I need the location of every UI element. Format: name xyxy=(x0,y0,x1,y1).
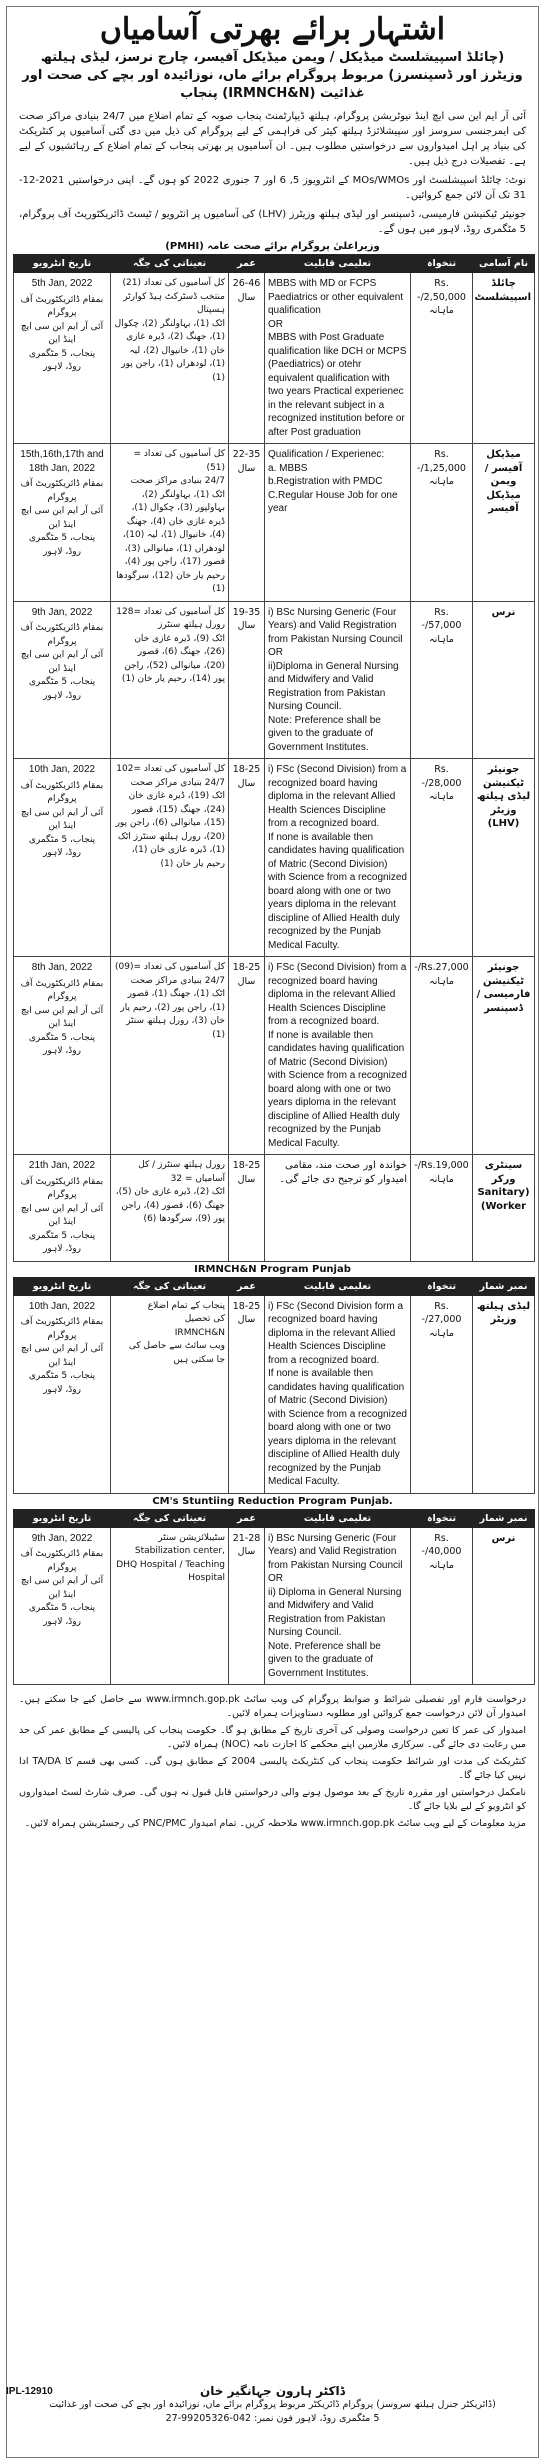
column-header-date: تاریخ انٹرویو xyxy=(14,1277,111,1295)
post-name-cell: چائلڈ اسپیشلسٹ xyxy=(473,273,535,444)
ad-subheading: (چائلڈ اسپیشلسٹ میڈیکل / ویمن میڈیکل آفیسر، چارج نرسز، لیڈی ہیلتھ وزیٹرز اور ڈسپنسرز) مربوط پروگرام برائے ماں، نوزائیدہ اور بچے کی صحت اور غذائیت (IRMNCH&N) پنجاب xyxy=(22,50,523,101)
column-header-place: تعیناتی کی جگہ xyxy=(111,255,229,273)
post-name-cell: جونیئر ٹیکنیشن فارمیسی / ڈسپنسر xyxy=(473,957,535,1155)
column-header-age: عمر xyxy=(229,1277,265,1295)
post-name-cell: میڈیکل آفیسر / ویمن میڈیکل آفیسر xyxy=(473,444,535,602)
age-limit-cell: 18-25 سال xyxy=(229,1155,265,1262)
intro-paragraph: جونیئر ٹیکنیشن فارمیسی، ڈسپنسر اور لیڈی ہیلتھ وزیٹرز (LHV) کی آسامیوں پر انٹرویو / ٹیسٹ ڈائریکٹوریٹ آف پروگرام، 5 مٹگمری روڈ، لاہور میں ہوں گے۔ xyxy=(19,209,526,235)
interview-venue: بمقام ڈائریکٹوریٹ آف پروگرام آئی آر ایم این سی ایچ اینڈ این پنجاب، 5 مٹگمری روڈ، لاہور xyxy=(20,1176,104,1254)
post-name-cell: لیڈی ہیلتھ وزیٹر xyxy=(473,1295,535,1493)
table-row xyxy=(14,1295,535,1493)
stunting-section-title: CM's Stuntiing Reduction Program Punjab. xyxy=(152,1495,393,1507)
column-header-post: نمبر شمار xyxy=(473,1277,535,1295)
age-limit-cell: 18-25 سال xyxy=(229,759,265,957)
stunting-vacancy-table xyxy=(13,1509,535,1686)
interview-venue: بمقام ڈائریکٹوریٹ آف پروگرام آئی آر ایم این سی ایچ اینڈ این پنجاب، 5 مٹگمری روڈ، لاہور xyxy=(20,1549,104,1627)
age-limit-cell: 21-28 سال xyxy=(229,1527,265,1685)
column-header-age: عمر xyxy=(229,1509,265,1527)
salary-cell: Rs. 27,000/- ماہانہ xyxy=(411,1295,473,1493)
posting-place-cell: کل آسامیوں کی تعداد = (51) 24/7 بنیادی مراکز صحت اٹک (1)، بہاولنگر (2)، بہاولپور (3)، چکوال (1)، ڈیرہ غازی خان (4)، جھنگ (4)، خانیوال (1)، لیہ (10)، لودھراں (1)، میانوالی (3)، قصور (17)، راجن پور (4)، رحیم یار خان (12)، سرگودھا (1) xyxy=(111,444,229,602)
advertisement-page xyxy=(6,6,539,2458)
terms-paragraph: درخواست فارم اور تفصیلی شرائط و ضوابط پروگرام کی ویب سائٹ www.irmnch.gop.pk سے حاصل کیے جا سکتے ہیں۔ امیدوار آن لائن درخواست جمع کروائیں اور مطلوبہ دستاویزات ہمراہ لائیں۔ xyxy=(19,1694,526,1719)
interview-date: 21th Jan, 2022 xyxy=(28,1160,96,1171)
table-header-row xyxy=(14,255,535,273)
column-header-place: تعیناتی کی جگہ xyxy=(111,1277,229,1295)
interview-venue: بمقام ڈائریکٹوریٹ آف پروگرام آئی آر ایم این سی ایچ اینڈ این پنجاب، 5 مٹگمری روڈ، لاہور xyxy=(20,294,104,372)
interview-venue: بمقام ڈائریکٹوریٹ آف پروگرام آئی آر ایم این سی ایچ اینڈ این پنجاب، 5 مٹگمری روڈ، لاہور xyxy=(20,479,104,557)
column-header-pay: تنخواہ xyxy=(411,1509,473,1527)
intro-text xyxy=(7,103,538,237)
age-limit-cell: 18-25 سال xyxy=(229,957,265,1155)
posting-place-cell: کل آسامیوں کی تعداد =102 24/7 بنیادی مراکز صحت اٹک (19)، ڈیرہ غازی خان (24)، جھنگ (15)، قصور (15)، میانوالی (6)، راجن پور (20)، رورل ہیلتھ سنٹرز اٹک (1)، ڈیرہ غازی خان (1)، رحیم یار خان (1) xyxy=(111,759,229,957)
qualification-cell: i) FSc (Second Division) from a recognized board having diploma in the relevant Allied Health Sciences Discipline from a recognized board. If none is available then candidates having qualification of Matric (Second Division) with Science from a recognized board along with one or two years diploma in the relevant discipline of Allied Health duly recognized by the Punjab Medical Faculty. xyxy=(265,759,411,957)
table-header-row xyxy=(14,1509,535,1527)
age-limit-cell: 18-25 سال xyxy=(229,1295,265,1493)
terms-paragraph: امیدوار کی عمر کا تعین درخواست وصولی کی آخری تاریخ کے مطابق ہو گا۔ حکومت پنجاب کی پالیسی کے مطابق عمر کی حد میں رعایت دی جائے گی۔ سرکاری ملازمین اپنے محکمے کا اجازت نامہ (NOC) ہمراہ لائیں۔ xyxy=(19,1725,526,1750)
interview-date: 8th Jan, 2022 xyxy=(31,962,93,973)
ad-heading: اشتہار برائے بھرتی آسامیاں xyxy=(99,12,446,47)
interview-date-cell xyxy=(14,957,111,1155)
column-header-qual: تعلیمی قابلیت xyxy=(265,255,411,273)
posting-place-cell: کل آسامیوں کی تعداد =(09) 24/7 بنیادی مراکز صحت اٹک (1)، جھنگ (1)، قصور (1)، راجن پور (2)، رحیم یار خان (3)، رورل ہیلتھ سنٹر (1) xyxy=(111,957,229,1155)
interview-venue: بمقام ڈائریکٹوریٹ آف پروگرام آئی آر ایم این سی ایچ اینڈ این پنجاب، 5 مٹگمری روڈ، لاہور xyxy=(20,978,104,1056)
table-row xyxy=(14,1155,535,1262)
interview-venue: بمقام ڈائریکٹوریٹ آف پروگرام آئی آر ایم این سی ایچ اینڈ این پنجاب، 5 مٹگمری روڈ، لاہور xyxy=(20,623,104,701)
pmhi-section-title: وزیراعلیٰ پروگرام برائے صحت عامہ (PMHI) xyxy=(165,241,380,252)
signatory-address: 5 مٹگمری روڈ، لاہور فون نمبر: 042-99205326-27 xyxy=(165,2413,380,2424)
signatory-name: ڈاکٹر ہارون جہانگیر خان xyxy=(200,2384,345,2398)
age-limit-cell: 19-35 سال xyxy=(229,601,265,759)
interview-date: 9th Jan, 2022 xyxy=(31,1532,93,1544)
signatory-title: (ڈائریکٹر جنرل ہیلتھ سروسز) پروگرام ڈائریکٹر مربوط پروگرام برائے ماں، نوزائیدہ اور بچے کی صحت اور غذائیت xyxy=(49,2399,496,2410)
salary-cell: Rs. 57,000/- ماہانہ xyxy=(411,601,473,759)
salary-cell: Rs.27,000/- ماہانہ xyxy=(411,957,473,1155)
posting-place-cell: کل آسامیوں کی تعداد (21) منتخب ڈسٹرکٹ ہیڈ کوارٹر ہسپتال اٹک (1)، بہاولنگر (2)، چکوال (1)، جھنگ (2)، ڈیرہ غازی خان (1)، خانیوال (2)، لیہ (1)، لودھراں (1)، راجن پور (1) xyxy=(111,273,229,444)
column-header-post: نام آسامی xyxy=(473,255,535,273)
interview-venue: بمقام ڈائریکٹوریٹ آف پروگرام آئی آر ایم این سی ایچ اینڈ این پنجاب، 5 مٹگمری روڈ، لاہور xyxy=(20,780,104,858)
post-name-cell: سینٹری ورکر (Sanitary Worker) xyxy=(473,1155,535,1262)
table-row xyxy=(14,273,535,444)
terms-paragraph: کنٹریکٹ کی مدت اور شرائط حکومت پنجاب کی کنٹریکٹ پالیسی 2004 کے مطابق ہوں گی۔ کسی بھی قسم کا TA/DA ادا نہیں کیا جائے گا۔ xyxy=(19,1756,527,1781)
salary-cell: Rs. 1,25,000/- ماہانہ xyxy=(411,444,473,602)
post-name-cell: نرس xyxy=(473,601,535,759)
qualification-cell: Qualification / Experienec: a. MBBS b.Registration with PMDC C.Regular House Job for one year xyxy=(265,444,411,602)
post-name-cell: نرس xyxy=(473,1527,535,1685)
terms-paragraph: نامکمل درخواستیں اور مقررہ تاریخ کے بعد موصول ہونے والی درخواستیں قابل قبول نہ ہوں گی۔ صرف شارٹ لسٹ امیدواروں کو انٹرویو کے لیے بلایا جائے گا۔ xyxy=(19,1787,526,1812)
pmhi-vacancy-table xyxy=(13,254,535,1262)
post-name-cell: جونیئر ٹیکنیشن لیڈی ہیلتھ وزیٹر (LHV) xyxy=(473,759,535,957)
interview-date: 5th Jan, 2022 xyxy=(31,278,93,289)
interview-date-cell xyxy=(14,444,111,602)
salary-cell: Rs.19,000/- ماہانہ xyxy=(411,1155,473,1262)
interview-date: 10th Jan, 2022 xyxy=(28,1300,96,1312)
table-row xyxy=(14,601,535,759)
column-header-place: تعیناتی کی جگہ xyxy=(111,1509,229,1527)
posting-place-cell: کل آسامیوں کی تعداد =128 رورل ہیلتھ سنٹرز اٹک (9)، ڈیرہ غازی خان (26)، جھنگ (6)، قصور (20)، میانوالی (52)، راجن پور (14)، رحیم یار خان (1) xyxy=(111,601,229,759)
irmnch-vacancy-table xyxy=(13,1277,535,1494)
interview-date-cell xyxy=(14,601,111,759)
interview-date: 15th,16th,17th and 18th Jan, 2022 xyxy=(20,449,104,474)
interview-venue: بمقام ڈائریکٹوریٹ آف پروگرام آئی آر ایم این سی ایچ اینڈ این پنجاب، 5 مٹگمری روڈ، لاہور xyxy=(20,1317,104,1395)
posting-place-cell: رورل ہیلتھ سنٹرز / کل آسامیاں = 32 اٹک (2)، ڈیرہ غازی خان (5)، جھنگ (6)، قصور (4)، راجن پور (9)، سرگودھا (6) xyxy=(111,1155,229,1262)
qualification-cell: i) BSc Nursing Generic (Four Years) and Valid Registration from Pakistan Nursing Council OR ii) Diploma in General Nursing and Midwifery and Valid Registration from Pakistan Nursing Council. Note. Preference shall be given to the graduate of Government Institutes. xyxy=(265,1527,411,1685)
signature-block xyxy=(0,2384,545,2426)
salary-cell: Rs. 40,000/- ماہانہ xyxy=(411,1527,473,1685)
qualification-cell: خواندہ اور صحت مند، مقامی امیدوار کو ترجیح دی جائے گی۔ xyxy=(265,1155,411,1262)
interview-date-cell xyxy=(14,1527,111,1685)
interview-date-cell xyxy=(14,1295,111,1493)
table-row xyxy=(14,444,535,602)
age-limit-cell: 22-35 سال xyxy=(229,444,265,602)
salary-cell: Rs. 2,50,000/- ماہانہ xyxy=(411,273,473,444)
terms-paragraph: مزید معلومات کے لیے ویب سائٹ www.irmnch.gop.pk ملاحظہ کریں۔ تمام امیدوار PNC/PMC کی رجسٹریشن ہمراہ لائیں۔ xyxy=(24,1818,526,1829)
table-row xyxy=(14,759,535,957)
table-row xyxy=(14,1527,535,1685)
salary-cell: Rs. 28,000/- ماہانہ xyxy=(411,759,473,957)
qualification-cell: i) FSc (Second Division form a recognized board having diploma in the relevant Allied Health Sciences Discipline from a recognized board. If none is available then candidates having qualification of Matric (Second Division) with Science from a recognized board along with one or two years diploma in the relevant discipline of Allied Health duly recognized by the Punjab Medical Faculty. xyxy=(265,1295,411,1493)
interview-date-cell xyxy=(14,273,111,444)
intro-paragraph: نوٹ: چائلڈ اسپیشلسٹ اور MOs/WMOs کے انٹرویوز 5, 6 اور 7 جنوری 2022 کو ہوں گے۔ اپنی درخواستیں 2021-12-31 تک آن لائن جمع کروائیں۔ xyxy=(19,175,526,201)
intro-paragraph: آئی آر ایم این سی ایچ اینڈ نیوٹریشن پروگرام، ہیلتھ ڈیپارٹمنٹ پنجاب صوبہ کے تمام اضلاع میں 24/7 بنیادی مراکز صحت کی ایمرجنسی سروسز اور سپیشلائزڈ ہیلتھ کیئر کی فراہمی کے لیے پروگرام کی ذیل میں دی گئی آسامیوں پر کنٹریکٹ کی بنیاد پر اہل امیدواروں سے درخواستیں مطلوب ہیں۔ ان آسامیوں پر بھرتی پنجاب کے تمام اضلاع کے رہائشیوں کے لیے ہے۔ تفصیلات درج ذیل ہیں۔ xyxy=(19,111,526,167)
interview-date: 9th Jan, 2022 xyxy=(31,606,93,618)
qualification-cell: i) FSc (Second Division) from a recognized board having diploma in the relevant Allied Health Sciences Discipline from a recognized board. If none is available then candidates having qualification of Matric (Second Division) with Science from a recognized board along with one or two years diploma in the relevant discipline of Allied Health duly recognized by the Punjab Medical Faculty. xyxy=(265,957,411,1155)
column-header-age: عمر xyxy=(229,255,265,273)
terms-and-conditions xyxy=(7,1685,538,1831)
posting-place-cell: سٹیبلائزیشن سنٹر Stabilization center, DHQ Hospital / Teaching Hospital xyxy=(111,1527,229,1685)
table-header-row xyxy=(14,1277,535,1295)
column-header-pay: تنخواہ xyxy=(411,1277,473,1295)
posting-place-cell: پنجاب کے تمام اضلاع کی تحصیل IRMNCH&N ویب سائٹ سے حاصل کی جا سکتی ہیں xyxy=(111,1295,229,1493)
irmnch-section-title: IRMNCH&N Program Punjab xyxy=(194,1263,351,1275)
ipl-code: IPL-12910 xyxy=(6,2386,53,2397)
column-header-date: تاریخ انٹرویو xyxy=(14,255,111,273)
table-row xyxy=(14,957,535,1155)
column-header-qual: تعلیمی قابلیت xyxy=(265,1277,411,1295)
interview-date-cell xyxy=(14,1155,111,1262)
interview-date-cell xyxy=(14,759,111,957)
column-header-post: نمبر شمار xyxy=(473,1509,535,1527)
column-header-qual: تعلیمی قابلیت xyxy=(265,1509,411,1527)
qualification-cell: i) BSc Nursing Generic (Four Years) and Valid Registration from Pakistan Nursing Council OR ii)Diploma in General Nursing and Midwifery and Valid Registration from Pakistan Nursing Council. Note: Preference shall be given to the graduate of Government Institutes. xyxy=(265,601,411,759)
qualification-cell: MBBS with MD or FCPS Paediatrics or other equivalent qualification OR MBBS with Post Graduate qualification like DCH or MCPS (Paediatrics) or otehr equivalent qualification with two years Practical experienec in the relevant subject in a recognized institution before or after Post graduation xyxy=(265,273,411,444)
column-header-date: تاریخ انٹرویو xyxy=(14,1509,111,1527)
age-limit-cell: 26-46 سال xyxy=(229,273,265,444)
interview-date: 10th Jan, 2022 xyxy=(28,764,96,775)
column-header-pay: تنخواہ xyxy=(411,255,473,273)
